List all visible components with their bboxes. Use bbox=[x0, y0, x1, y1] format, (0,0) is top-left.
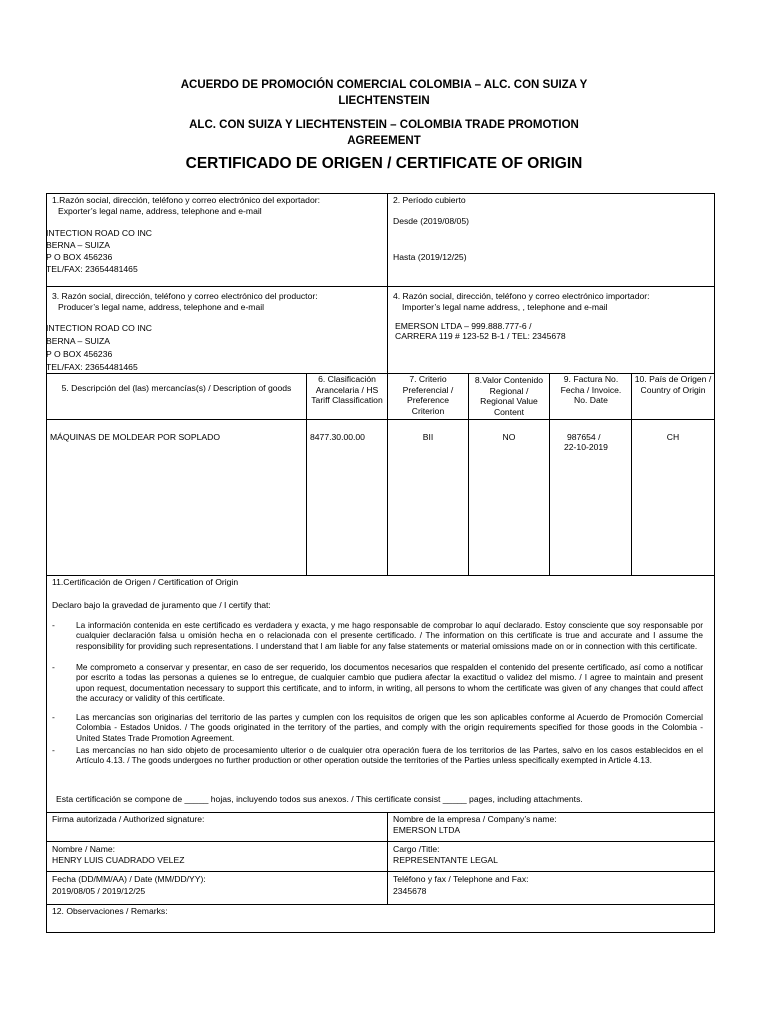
row-divider-8 bbox=[46, 904, 714, 905]
col-header-criterion: 7. Criterio Preferencial / Preference Criterion bbox=[402, 374, 454, 416]
exporter-label-es: 1.Razón social, dirección, teléfono y correo electrónico del exportador: bbox=[52, 195, 320, 205]
agreement-title-es bbox=[0, 77, 768, 109]
col-header-invoice: 9. Factura No. Fecha / Invoice. No. Date bbox=[560, 374, 622, 406]
col-header-origin: 10. País de Origen / Country of Origin bbox=[634, 374, 712, 395]
phone-value: 2345678 bbox=[393, 886, 427, 896]
border-left bbox=[46, 193, 47, 933]
date-label: Fecha (DD/MM/AA) / Date (MM/DD/YY): bbox=[52, 874, 206, 884]
exporter-pobox: P O BOX 456236 bbox=[46, 252, 113, 262]
row-divider-3 bbox=[46, 419, 714, 420]
goods-origin: CH bbox=[666, 432, 680, 442]
col-header-description: 5. Descripción del (las) mercancías(s) / Description of goods bbox=[61, 383, 292, 393]
pages-statement: Esta certificación se compone de _____ hojas, incluyendo todos sus anexos. / This certificate consist _____ pages, including attachments. bbox=[56, 794, 583, 804]
col-divider-origin bbox=[631, 373, 632, 576]
producer-label-en: Producer’s legal name, address, telephone and e-mail bbox=[58, 302, 265, 312]
certification-declaration: Declaro bajo la gravedad de juramento que / I certify that: bbox=[52, 600, 271, 610]
row-divider-1 bbox=[46, 286, 714, 287]
certification-statement-4: Las mercancías no han sido objeto de procesamiento ulterior o de cualquier otra operación fuera de los territorios de las Partes, salvo en los casos establecidos en el Artículo 4.13. / The goods undergoes no further production or other operation outside the territories of the Parties unless specifically exempted in Article 4.13. bbox=[76, 745, 703, 766]
producer-city: BERNA – SUIZA bbox=[46, 336, 110, 346]
exporter-label-en: Exporter’s legal name, address, telephone and e-mail bbox=[58, 206, 262, 216]
importer-address: CARRERA 119 # 123-52 B-1 / TEL: 2345678 bbox=[395, 331, 566, 341]
goods-hs-code: 8477.30.00.00 bbox=[310, 432, 365, 442]
phone-label: Teléfono y fax / Telephone and Fax: bbox=[393, 874, 529, 884]
agreement-title-en-line-2: AGREEMENT bbox=[347, 135, 421, 147]
name-value: HENRY LUIS CUADRADO VELEZ bbox=[52, 855, 185, 865]
col-divider-hs bbox=[306, 373, 307, 576]
col-divider-signature bbox=[387, 812, 388, 905]
col-header-hs: 6. Clasificación Arancelaria / HS Tariff Classification bbox=[311, 374, 383, 406]
remarks-label: 12. Observaciones / Remarks: bbox=[52, 906, 168, 916]
goods-invoice-date: 22-10-2019 bbox=[564, 442, 608, 452]
certification-statement-3: Las mercancías son originarias del territorio de las partes y cumplen con los requisitos de origen que les son aplicables conforme al Acuerdo de Promoción Comercial Colombia - Estados Unidos. / The goods originated in the territory of the parties, and comply with the origin requirements specified for those goods in the Colombia - United States Trade Promotion Agreement. bbox=[76, 712, 703, 743]
date-value: 2019/08/05 / 2019/12/25 bbox=[52, 886, 146, 896]
agreement-title-en bbox=[0, 117, 768, 149]
border-right bbox=[714, 193, 715, 933]
goods-criterion: BII bbox=[422, 432, 434, 442]
col-header-rvc: 8.Valor Contenido Regional / Regional Value Content bbox=[474, 375, 544, 417]
border-bottom bbox=[46, 932, 714, 933]
certificate-title: CERTIFICADO DE ORIGEN / CERTIFICATE OF ORIGIN bbox=[185, 155, 583, 172]
importer-label-es: 4. Razón social, dirección, teléfono y correo electrónico importador: bbox=[393, 291, 650, 301]
certification-label: 11.Certificación de Origen / Certification of Origin bbox=[52, 577, 239, 587]
goods-rvc: NO bbox=[502, 432, 516, 442]
border-top bbox=[46, 193, 714, 194]
producer-label-es: 3. Razón social, dirección, teléfono y correo electrónico del productor: bbox=[52, 291, 318, 301]
row-divider-7 bbox=[46, 871, 714, 872]
signature-label: Firma autorizada / Authorized signature: bbox=[52, 814, 205, 824]
company-label: Nombre de la empresa / Company’s name: bbox=[393, 814, 557, 824]
certification-statement-2: Me comprometo a conservar y presentar, en caso de ser requerido, los documentos necesarios que respalden el contenido del presente certificado, así como a notificar por escrito a todas las personas a quienes se lo entregue, de cualquier cambio que pudiera afectar la exactitud o validez del mismo. / I agree to maintain and present upon request, documentation necessary to support this certificate, and to inform, in writing, all persons to whom the certificate was given of any changes that could affect the accuracy or validity of this certificate. bbox=[76, 662, 703, 704]
period-label: 2. Período cubierto bbox=[393, 195, 466, 205]
exporter-name: INTECTION ROAD CO INC bbox=[46, 228, 152, 238]
bullet-dash: - bbox=[52, 712, 55, 722]
title-value: REPRESENTANTE LEGAL bbox=[393, 855, 498, 865]
title-label: Cargo /Title: bbox=[393, 844, 440, 854]
exporter-city: BERNA – SUIZA bbox=[46, 240, 110, 250]
bullet-dash: - bbox=[52, 745, 55, 755]
row-divider-4 bbox=[46, 575, 714, 576]
bullet-dash: - bbox=[52, 620, 55, 630]
producer-pobox: P O BOX 456236 bbox=[46, 349, 113, 359]
importer-label-en: Importer’s legal name address, , telephone and e-mail bbox=[402, 302, 608, 312]
period-from: Desde (2019/08/05) bbox=[393, 216, 469, 226]
period-to: Hasta (2019/12/25) bbox=[393, 252, 467, 262]
agreement-title-line-1: ACUERDO DE PROMOCIÓN COMERCIAL COLOMBIA – ALC. CON SUIZA Y bbox=[180, 79, 588, 91]
row-divider-5 bbox=[46, 812, 714, 813]
goods-description: MÁQUINAS DE MOLDEAR POR SOPLADO bbox=[50, 432, 220, 442]
importer-name: EMERSON LTDA – 999.888.777-6 / bbox=[395, 321, 532, 331]
agreement-title-en-line-1: ALC. CON SUIZA Y LIECHTENSTEIN – COLOMBIA TRADE PROMOTION bbox=[189, 119, 579, 131]
col-divider-rvc bbox=[468, 373, 469, 576]
col-divider-criterion bbox=[387, 373, 388, 576]
col-divider-top bbox=[387, 193, 388, 374]
company-value: EMERSON LTDA bbox=[393, 825, 461, 835]
row-divider-6 bbox=[46, 841, 714, 842]
name-label: Nombre / Name: bbox=[52, 844, 116, 854]
certification-statement-1: La información contenida en este certificado es verdadera y exacta, y me hago responsable de comprobar lo aquí declarado. Estoy consciente que soy responsable por cualquier declaración falsa u omisión hecha en o relacionada con el presente certificado. / The information on this certificate is true and accurate and I assume the responsibility for providing such representations. I understand that I am liable for any false statements or material omissions made on or in connection with this certificate. bbox=[76, 620, 703, 651]
producer-name: INTECTION ROAD CO INC bbox=[46, 323, 152, 333]
agreement-title-line-2: LIECHTENSTEIN bbox=[338, 95, 430, 107]
goods-invoice-no: 987654 / bbox=[567, 432, 601, 442]
bullet-dash: - bbox=[52, 662, 55, 672]
exporter-phone: TEL/FAX: 23654481465 bbox=[46, 264, 138, 274]
producer-phone: TEL/FAX: 23654481465 bbox=[46, 362, 138, 372]
col-divider-invoice bbox=[549, 373, 550, 576]
